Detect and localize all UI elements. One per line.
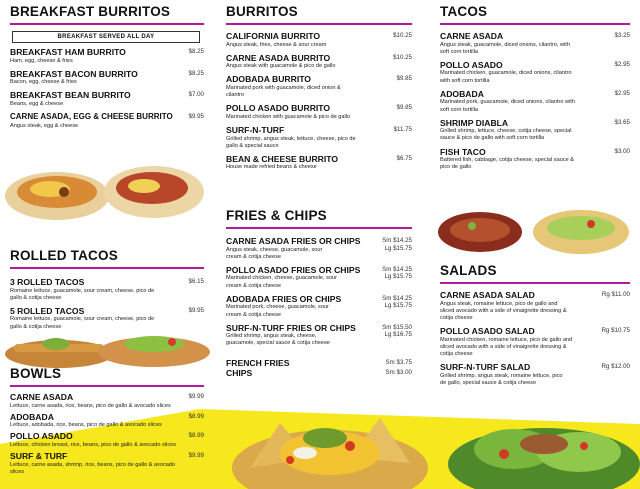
item-price — [382, 324, 412, 339]
item-desc: Marinated pork, guacamole, diced onions, cilantro with soft corn tortilla — [440, 99, 575, 113]
column-middle — [226, 0, 412, 379]
item-desc: Battered fish, cabbage, cotija cheese, special sauce & pico de gallo — [440, 157, 575, 171]
item-name: POLLO ASADO FRIES OR CHIPS — [226, 264, 361, 275]
item-desc: Grilled shrimp, angus steak, lettuce, cheese, pico de gallo & special sauce — [226, 135, 356, 149]
item-name: CARNE ASADA — [440, 31, 504, 41]
item-desc: Romaine lettuce, guacamole, sour cream, cheese, pico de gallo & cotija cheese — [10, 316, 155, 330]
menu-item — [226, 154, 412, 172]
rolled-tacos-title: ROLLED TACOS — [10, 248, 204, 269]
menu-item — [226, 125, 412, 150]
item-desc: Marinated pork with guacamole, diced onion & cilantro — [226, 84, 341, 99]
menu-item — [440, 290, 630, 322]
item-desc: Angus steak, fries, cheese & sour cream — [226, 41, 327, 48]
price-large: Lg $15.75 — [384, 244, 412, 252]
item-name: CHIPS — [226, 368, 253, 379]
item-name: BREAKFAST BEAN BURRITO — [10, 90, 131, 101]
menu-item — [440, 326, 630, 358]
item-price — [382, 295, 412, 310]
item-price: $10.25 — [393, 32, 412, 39]
menu-item — [440, 89, 630, 114]
item-desc: Ham, egg, cheese & fries — [10, 57, 73, 64]
item-price: $8.99 — [188, 412, 204, 420]
item-name: ADOBADA BURRITO — [226, 74, 311, 85]
breakfast-burritos-photo — [2, 152, 208, 230]
item-desc: Marinated chicken, cheese, guacamole, sour cream & cotija cheese — [226, 275, 338, 289]
item-name: CARNE ASADA BURRITO — [226, 52, 331, 63]
item-price: $9.85 — [396, 104, 412, 112]
item-desc: Lettuce, carne asada, rice, beans, pico de gallo & avocado slices — [10, 402, 171, 409]
item-desc: Angus steak, guacamole, diced onions, cilantro, with soft corn tortilla — [440, 41, 570, 55]
item-desc: Lettuce, adobada, rice, beans, pico de gallo & avocado slices — [10, 422, 162, 429]
item-desc: Romaine lettuce, guacamole, sour cream, cheese, pico de gallo & cotija cheese — [10, 287, 155, 301]
item-price: $7.00 — [188, 91, 204, 99]
column-right — [440, 0, 630, 386]
menu-item — [440, 60, 630, 85]
item-name: ADOBADA FRIES OR CHIPS — [226, 293, 342, 304]
bowls-title: BOWLS — [10, 366, 204, 387]
item-desc: Lettuce, chicken breast, rice, beans, pico de gallo & avocado slices — [10, 441, 177, 448]
item-desc: Marinated pork, cheese, guacamole, sour cream & cotija cheese — [226, 304, 329, 318]
item-desc: House made refried beans & cheese — [226, 164, 317, 171]
item-price: Sm $3.75 — [385, 358, 412, 366]
menu-item — [226, 53, 412, 71]
menu-item — [226, 358, 412, 369]
item-name: POLLO ASADO BURRITO — [226, 103, 331, 114]
item-desc: Grilled shrimp, angus steak, romaine lettuce, pico de gallo, special sauce & cotija cheese — [440, 372, 563, 386]
tacos-photo — [436, 206, 632, 256]
item-price: $3.25 — [614, 32, 630, 39]
item-name: FISH TACO — [440, 146, 486, 157]
item-name: 3 ROLLED TACOS — [10, 277, 85, 287]
item-price: $2.95 — [614, 60, 630, 68]
item-name: CARNE ASADA SALAD — [440, 290, 535, 300]
menu-item — [10, 392, 204, 410]
item-desc: Angus steak, egg & cheese — [10, 122, 79, 129]
menu-item — [440, 118, 630, 143]
item-price: Rg $10.75 — [601, 327, 630, 335]
item-name: SURF & TURF — [10, 451, 68, 462]
tacos-title: TACOS — [440, 4, 630, 25]
nachos-photo — [230, 398, 430, 489]
item-price: Rg $12.00 — [601, 363, 630, 371]
item-desc: Beans, egg & cheese — [10, 100, 64, 107]
item-price — [382, 266, 412, 281]
item-price: $9.99 — [188, 452, 204, 460]
menu-item — [440, 31, 630, 56]
menu-item — [226, 74, 412, 99]
menu-item — [10, 412, 204, 430]
item-name: BEAN & CHEESE BURRITO — [226, 153, 339, 164]
item-price: Rg $11.00 — [601, 291, 630, 298]
item-price: $8.99 — [188, 432, 204, 440]
menu-item — [226, 323, 412, 348]
item-name: POLLO ASADO SALAD — [440, 326, 535, 337]
menu-item — [10, 306, 204, 331]
item-desc: Grilled shrimp, lettuce, cheese, cotija cheese, special sauce & pico de gallo with soft corn tortilla — [440, 128, 572, 142]
item-price: $3.65 — [614, 118, 630, 126]
item-name: BREAKFAST BACON BURRITO — [10, 68, 138, 79]
item-name: 5 ROLLED TACOS — [10, 305, 85, 316]
item-name: ADOBADA — [10, 411, 54, 422]
menu-item — [226, 236, 412, 261]
item-price: $8.25 — [188, 69, 204, 77]
fries-chips-title: FRIES & CHIPS — [226, 208, 412, 229]
item-name: SURF-N-TURF — [226, 125, 285, 136]
item-desc: Angus steak, cheese, guacamole, sour cream & cotija cheese — [226, 246, 323, 260]
salad-photo — [444, 404, 640, 489]
item-name: CALIFORNIA BURRITO — [226, 31, 321, 41]
item-desc: Marinated chicken, romaine lettuce, pico de gallo and sliced avocado with a side of vinaigrette dressing & cotija cheese — [440, 336, 573, 358]
item-desc: Angus steak, romaine lettuce, pico de gallo and sliced avocado with a side of vinaigrette dressing & cotija cheese — [440, 300, 567, 321]
item-desc: Grilled shrimp, angus steak, cheese, guacamole, special sauce & cotija cheese — [226, 333, 330, 347]
price-small: Sm $14.25 — [382, 265, 412, 273]
price-large: Lg $16.75 — [384, 331, 412, 339]
burritos-title: BURRITOS — [226, 4, 412, 25]
item-price: $11.75 — [393, 126, 412, 134]
item-desc: Angus steak with guacamole & pico de gallo — [226, 63, 336, 70]
salads-title: SALADS — [440, 263, 630, 284]
item-price: $9.85 — [396, 75, 412, 83]
item-price: $8.25 — [188, 48, 204, 55]
price-small: Sm $14.25 — [382, 237, 412, 244]
item-name: BREAKFAST HAM BURRITO — [10, 47, 126, 57]
menu-item — [10, 431, 204, 449]
price-small: Sm $15.50 — [382, 323, 412, 331]
item-name: FRENCH FRIES — [226, 357, 290, 368]
menu-item — [226, 265, 412, 290]
item-price: $6.15 — [188, 278, 204, 285]
item-name: SURF-N-TURF FRIES OR CHIPS — [226, 322, 356, 333]
menu-item — [440, 362, 630, 387]
item-name: POLLO ASADO — [440, 59, 503, 70]
item-price: $10.25 — [393, 53, 412, 61]
breakfast-burritos-title: BREAKFAST BURRITOS — [10, 4, 204, 25]
served-all-day-note: BREAKFAST SERVED ALL DAY — [12, 31, 200, 43]
item-desc: Bacon, egg, cheese & fries — [10, 79, 77, 86]
item-name: SURF-N-TURF SALAD — [440, 362, 531, 373]
item-desc: Marinated chicken, guacamole, diced onions, cilantro with soft corn tortilla — [440, 70, 572, 84]
rolled-tacos-photo — [4, 330, 212, 370]
item-name: POLLO ASADO — [10, 431, 73, 442]
item-price: $2.95 — [614, 89, 630, 97]
item-name: ADOBADA — [440, 88, 484, 99]
menu-item — [226, 103, 412, 121]
item-name: CARNE ASADA — [10, 392, 74, 402]
item-name: CARNE ASADA FRIES OR CHIPS — [226, 236, 361, 246]
menu-item — [226, 368, 412, 379]
price-small: Sm $14.25 — [382, 294, 412, 302]
menu-item — [226, 31, 412, 49]
item-price: Sm $3.00 — [385, 369, 412, 377]
item-price: $9.95 — [188, 113, 204, 121]
item-price — [382, 237, 412, 252]
item-desc: Marinated chicken with guacamole & pico de gallo — [226, 113, 351, 120]
price-large: Lg $15.75 — [384, 273, 412, 281]
menu-item — [10, 47, 204, 65]
item-name: SHRIMP DIABLA — [440, 117, 509, 128]
item-price: $9.95 — [188, 306, 204, 314]
item-desc: Lettuce, carne asada, shrimp, rice, beans, pico de gallo & avocado slices — [10, 461, 176, 475]
item-price: $9.99 — [188, 393, 204, 400]
item-price: $3.00 — [614, 147, 630, 155]
menu-item — [10, 277, 204, 302]
menu-item — [440, 147, 630, 172]
menu-item — [226, 294, 412, 319]
column-left — [10, 0, 204, 475]
menu-item — [10, 451, 204, 476]
menu-item — [10, 90, 204, 108]
item-price: $6.75 — [396, 154, 412, 162]
item-name: CARNE ASADA, EGG & CHEESE BURRITO — [10, 112, 173, 122]
price-large: Lg $15.75 — [384, 302, 412, 310]
menu-item — [10, 69, 204, 87]
menu-item — [10, 112, 204, 130]
